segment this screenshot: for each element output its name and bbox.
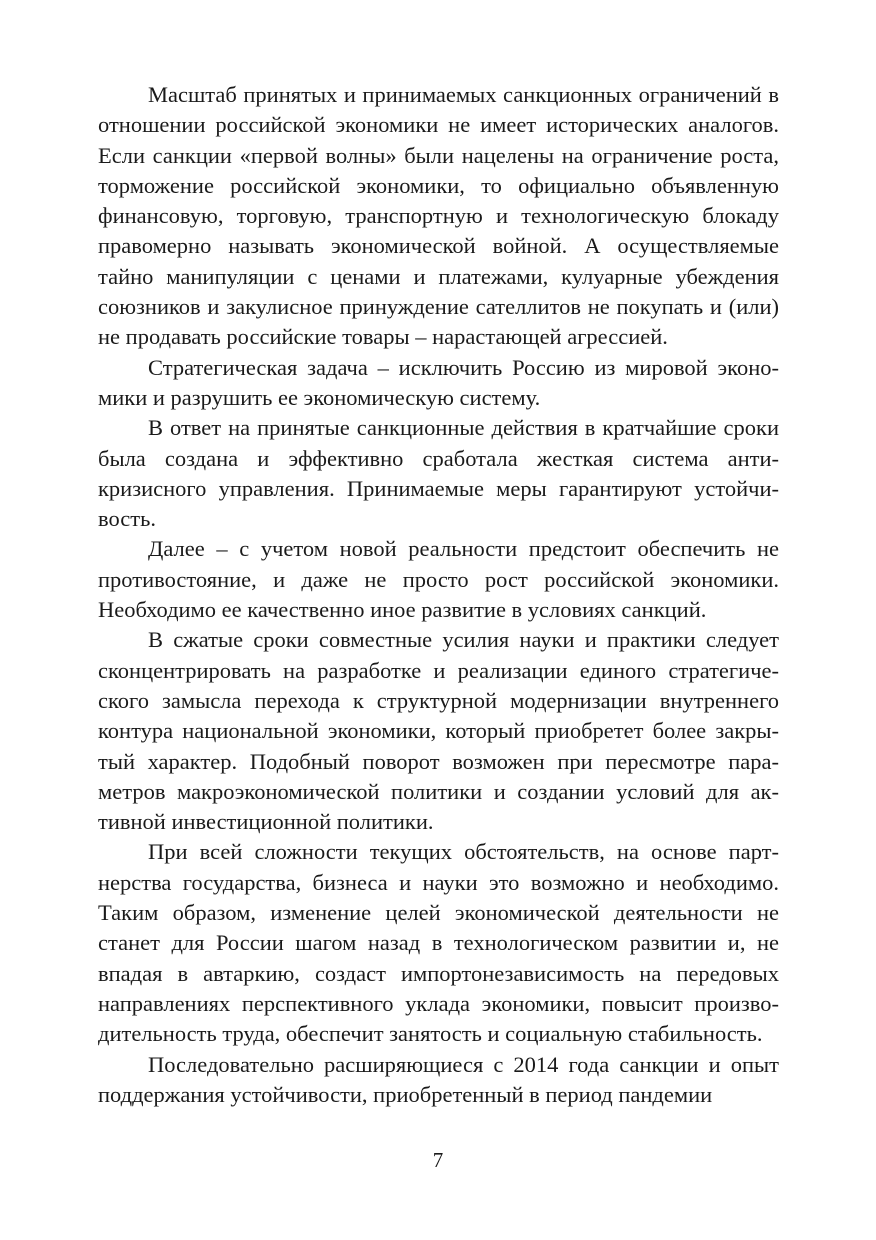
paragraph-4: Далее – с учетом новой реальности предстоит обеспечить не противостояние, и даже не просто рост российской экономики. Необходимо ее качественно иное развитие в условиях санкций.: [98, 536, 779, 623]
paragraph-3: В ответ на принятые санкционные действия в кратчайшие сроки была создана и эффективно сработала жесткая система антикризисного управления. Принимаемые меры гарантируют устойчивость.: [98, 415, 779, 532]
page-body: [98, 80, 779, 1110]
paragraph-6: При всей сложности текущих обстоятельств, на основе партнерства государства, бизнеса и науки это возможно и необходимо. Таким образом, изменение целей экономической деятельности не станет для России шагом назад в технологическом развитии и, не впадая в автаркию, создаст импортонезависимость на передовых направлениях перспективного уклада экономики, повысит производительность труда, обеспечит занятость и социальную стабильность.: [98, 839, 779, 1047]
paragraph-1: Масштаб принятых и принимаемых санкционных ограничений в отношении российской экономики не имеет исторических аналогов. Если санкции «первой волны» были нацелены на ограничение роста, торможение российской экономики, то официально объявленную финансовую, торговую, транспортную и технологическую блокаду правомерно называть экономической войной. А осуществляемые тайно манипуляции с ценами и платежами, кулуарные убеждения союзников и закулисное принуждение сателлитов не покупать и (или) не продавать российские товары – нарастающей агрессией.: [98, 82, 779, 350]
page-number: 7: [432, 1148, 444, 1172]
paragraph-7: Последовательно расширяющиеся с 2014 года санкции и опыт поддержания устойчивости, приобретенный в период пандемии: [98, 1051, 779, 1107]
paragraph-5: В сжатые сроки совместные усилия науки и практики следует сконцентрировать на разработке и реализации единого стратегического замысла перехода к структурной модернизации внутреннего контура национальной экономики, который приобретет более закрытый характер. Подобный поворот возможен при пересмотре параметров макроэкономической политики и создании условий для активной инвестиционной политики.: [98, 627, 779, 835]
paragraph-2: Стратегическая задача – исключить Россию из мировой экономики и разрушить ее экономическую систему.: [98, 354, 779, 410]
